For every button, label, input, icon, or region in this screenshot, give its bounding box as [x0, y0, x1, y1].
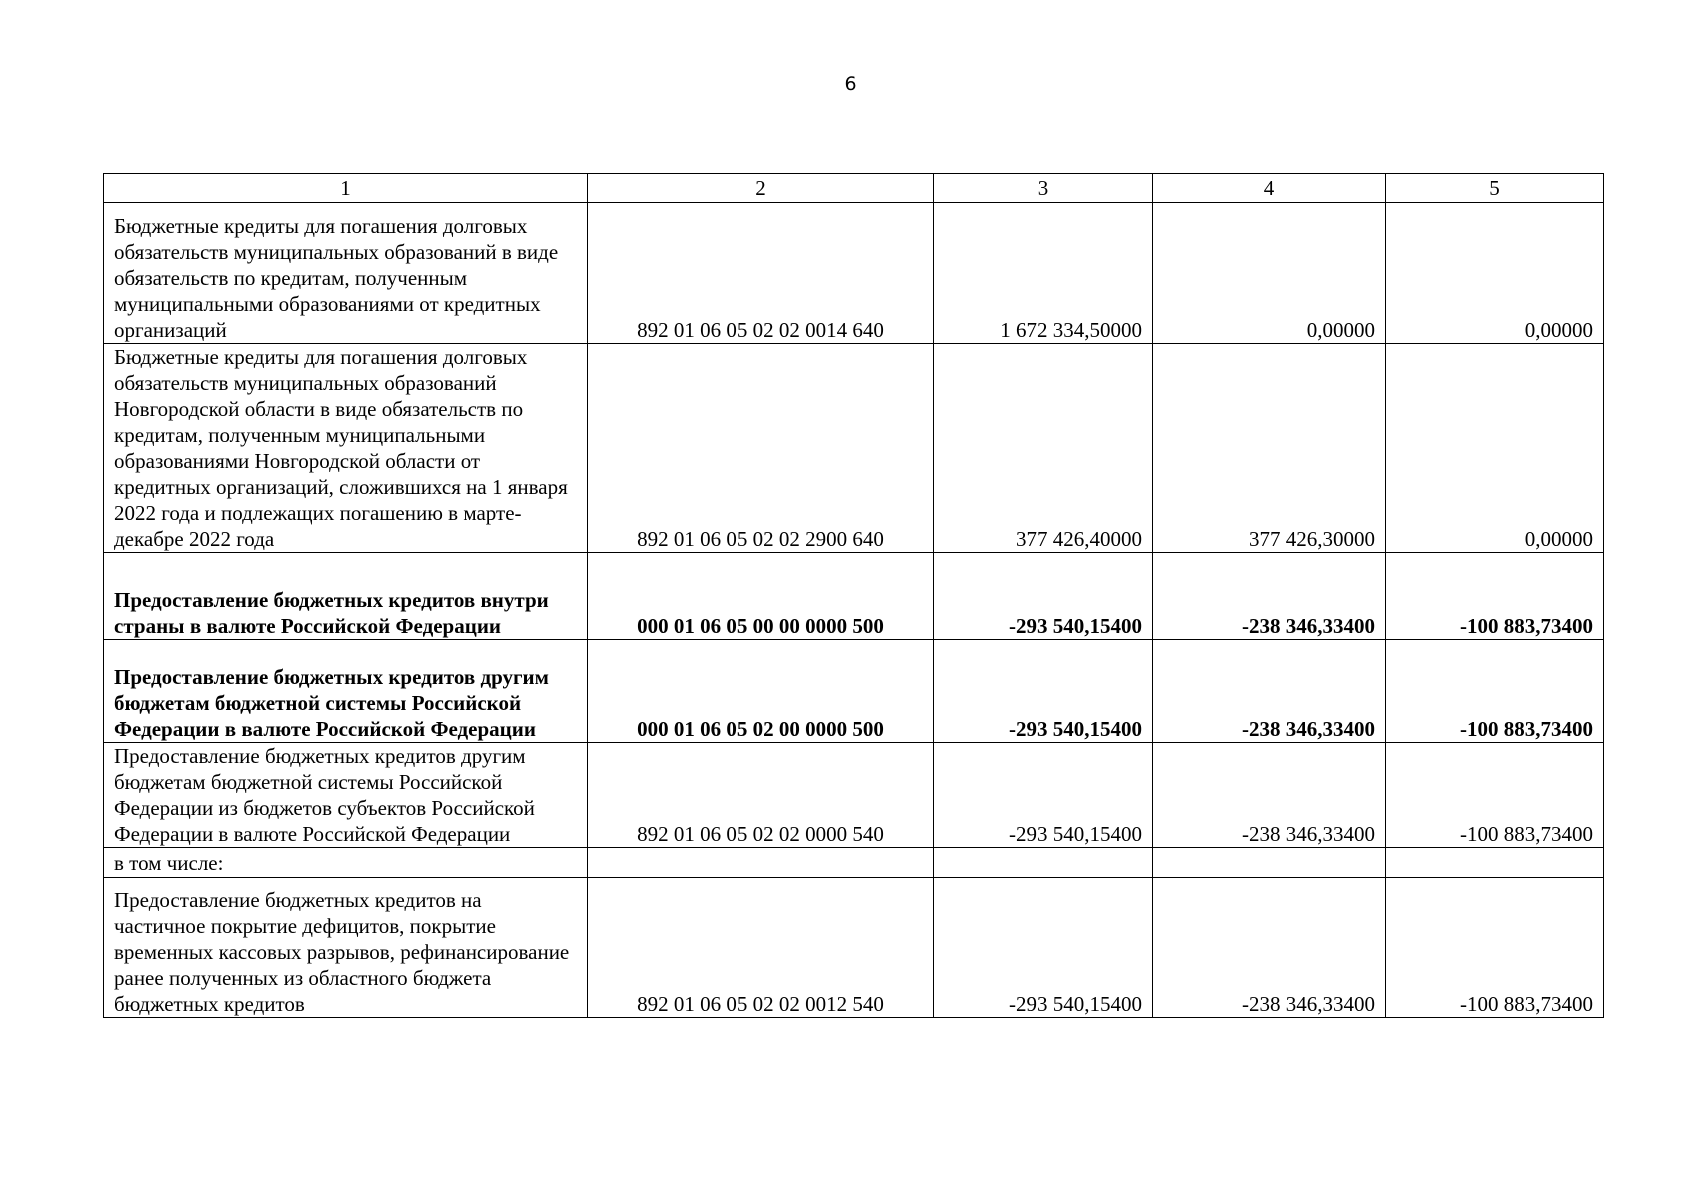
row-value-col5: -100 883,73400: [1386, 743, 1604, 848]
row-value-col4: [1153, 848, 1386, 878]
row-code-cell: 892 01 06 05 02 02 0012 540: [588, 878, 934, 1018]
row-value-col5: -100 883,73400: [1386, 640, 1604, 743]
row-name-cell: Предоставление бюджетных кредитов внутри страны в валюте Российской Федерации: [104, 553, 588, 640]
row-value-col4: -238 346,33400: [1153, 743, 1386, 848]
row-value-col4: -238 346,33400: [1153, 553, 1386, 640]
row-value-col4: -238 346,33400: [1153, 878, 1386, 1018]
row-value-col3: 377 426,40000: [934, 344, 1153, 553]
table-row: [104, 344, 1604, 553]
column-header-3: 3: [934, 174, 1153, 203]
column-header-5: 5: [1386, 174, 1604, 203]
column-header-1: 1: [104, 174, 588, 203]
row-code-cell: 892 01 06 05 02 02 2900 640: [588, 344, 934, 553]
table-row: [104, 848, 1604, 878]
row-value-col4: 0,00000: [1153, 203, 1386, 344]
row-code-cell: 000 01 06 05 00 00 0000 500: [588, 553, 934, 640]
budget-sources-table: [103, 173, 1604, 1018]
row-value-col5: -100 883,73400: [1386, 553, 1604, 640]
table-row: [104, 743, 1604, 848]
table-row: [104, 878, 1604, 1018]
row-code-cell: 000 01 06 05 02 00 0000 500: [588, 640, 934, 743]
row-value-col3: -293 540,15400: [934, 743, 1153, 848]
row-name-cell: в том числе:: [104, 848, 588, 878]
row-value-col5: [1386, 848, 1604, 878]
row-name-cell: Бюджетные кредиты для погашения долговых обязательств муниципальных образований Новгородской области в виде обязательств по кредитам, полученным муниципальными образованиями Новгородской области от кредитных организаций, сложившихся на 1 января 2022 года и подлежащих погашению в марте-декабре 2022 года: [104, 344, 588, 553]
row-value-col3: -293 540,15400: [934, 553, 1153, 640]
column-header-4: 4: [1153, 174, 1386, 203]
page-number: 6: [844, 73, 857, 95]
row-value-col5: -100 883,73400: [1386, 878, 1604, 1018]
table-row-bold: [104, 640, 1604, 743]
row-value-col4: 377 426,30000: [1153, 344, 1386, 553]
table-row: [104, 203, 1604, 344]
row-name-cell: Предоставление бюджетных кредитов другим бюджетам бюджетной системы Российской Федерации из бюджетов субъектов Российской Федерации в валюте Российской Федерации: [104, 743, 588, 848]
table-header-row: [104, 174, 1604, 203]
row-value-col3: -293 540,15400: [934, 878, 1153, 1018]
row-value-col5: 0,00000: [1386, 344, 1604, 553]
row-code-cell: 892 01 06 05 02 02 0000 540: [588, 743, 934, 848]
row-code-cell: 892 01 06 05 02 02 0014 640: [588, 203, 934, 344]
row-name-cell: Предоставление бюджетных кредитов другим бюджетам бюджетной системы Российской Федерации в валюте Российской Федерации: [104, 640, 588, 743]
row-value-col5: 0,00000: [1386, 203, 1604, 344]
row-value-col3: [934, 848, 1153, 878]
row-value-col3: 1 672 334,50000: [934, 203, 1153, 344]
row-name-cell: Бюджетные кредиты для погашения долговых обязательств муниципальных образований в виде обязательств по кредитам, полученным муниципальными образованиями от кредитных организаций: [104, 203, 588, 344]
column-header-2: 2: [588, 174, 934, 203]
row-value-col3: -293 540,15400: [934, 640, 1153, 743]
table-row-bold: [104, 553, 1604, 640]
row-code-cell: [588, 848, 934, 878]
row-name-cell: Предоставление бюджетных кредитов на частичное покрытие дефицитов, покрытие временных кассовых разрывов, рефинансирование ранее полученных из областного бюджета бюджетных кредитов: [104, 878, 588, 1018]
row-value-col4: -238 346,33400: [1153, 640, 1386, 743]
